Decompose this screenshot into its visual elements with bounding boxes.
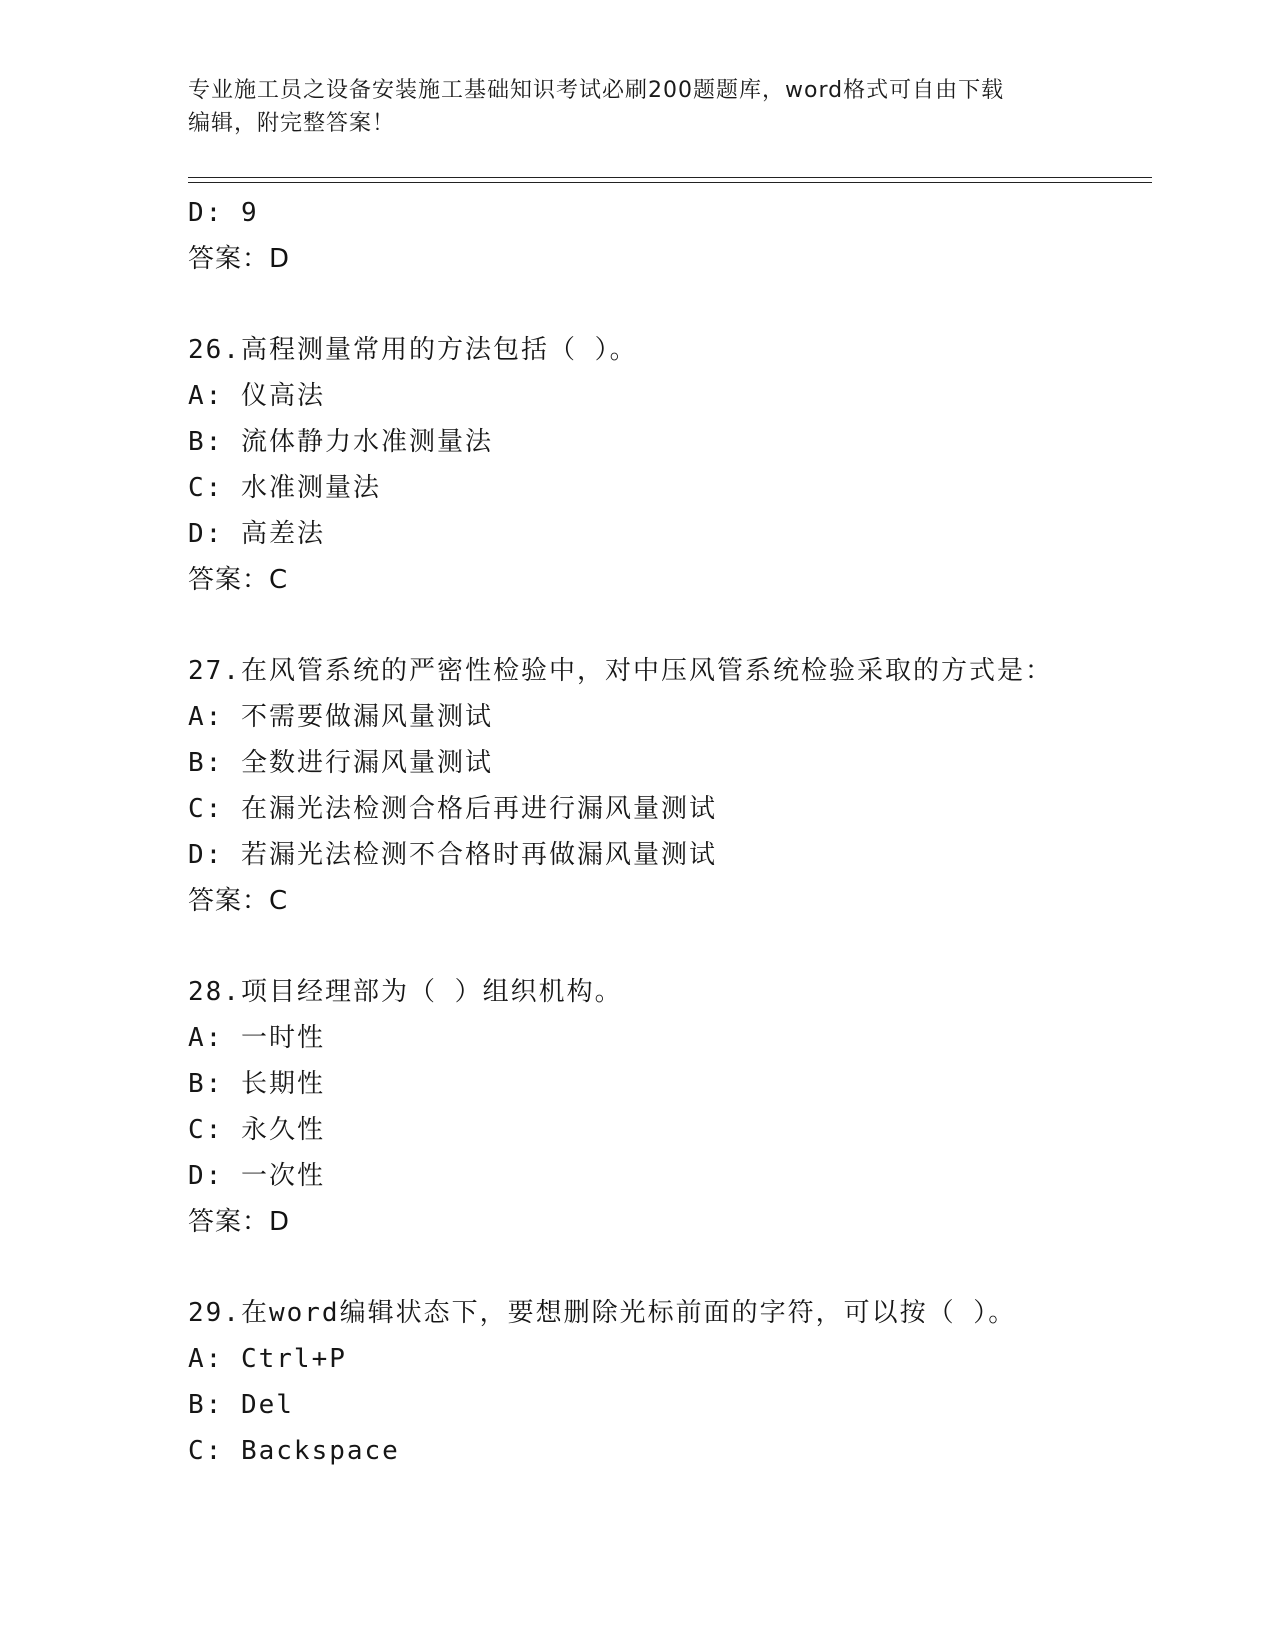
option-b: B: 全数进行漏风量测试 <box>188 748 493 778</box>
option-b: B: 长期性 <box>188 1069 325 1099</box>
answer-line: 答案：C <box>188 565 289 595</box>
answer-line: 答案：C <box>188 886 289 916</box>
option-d: D: 9 <box>188 198 259 228</box>
question-stem: 26.高程测量常用的方法包括（ ）。 <box>188 335 638 365</box>
question-29 <box>188 1290 1148 1474</box>
question-stem: 28.项目经理部为（ ）组织机构。 <box>188 977 623 1007</box>
previous-question-tail <box>188 190 1148 282</box>
option-b: B: 流体静力水准测量法 <box>188 427 493 457</box>
option-c: C: Backspace <box>188 1436 400 1466</box>
spacer <box>188 603 1148 648</box>
option-a: A: 仪高法 <box>188 381 325 411</box>
option-d: D: 高差法 <box>188 519 325 549</box>
question-28 <box>188 969 1148 1245</box>
answer-line: 答案：D <box>188 1207 291 1237</box>
option-d: D: 一次性 <box>188 1161 325 1191</box>
option-a: A: Ctrl+P <box>188 1344 347 1374</box>
document-header <box>188 74 1068 140</box>
option-d: D: 若漏光法检测不合格时再做漏风量测试 <box>188 840 717 870</box>
spacer <box>188 924 1148 969</box>
spacer <box>188 282 1148 327</box>
option-a: A: 一时性 <box>188 1023 325 1053</box>
question-stem: 27.在风管系统的严密性检验中，对中压风管系统检验采取的方式是： <box>188 656 1053 686</box>
question-26 <box>188 327 1148 603</box>
header-divider-top <box>188 177 1152 178</box>
option-a: A: 不需要做漏风量测试 <box>188 702 493 732</box>
header-line-1: 专业施工员之设备安装施工基础知识考试必刷200题题库，word格式可自由下载 <box>188 78 1005 103</box>
option-c: C: 水准测量法 <box>188 473 381 503</box>
question-stem: 29.在word编辑状态下，要想删除光标前面的字符，可以按（ ）。 <box>188 1298 1017 1328</box>
question-content <box>188 190 1148 1474</box>
spacer <box>188 1245 1148 1290</box>
header-line-2: 编辑，附完整答案！ <box>188 111 396 136</box>
option-c: C: 永久性 <box>188 1115 325 1145</box>
option-b: B: Del <box>188 1390 294 1420</box>
header-divider-bottom <box>188 182 1152 183</box>
answer-line: 答案：D <box>188 244 291 274</box>
question-27 <box>188 648 1148 924</box>
option-c: C: 在漏光法检测合格后再进行漏风量测试 <box>188 794 717 824</box>
